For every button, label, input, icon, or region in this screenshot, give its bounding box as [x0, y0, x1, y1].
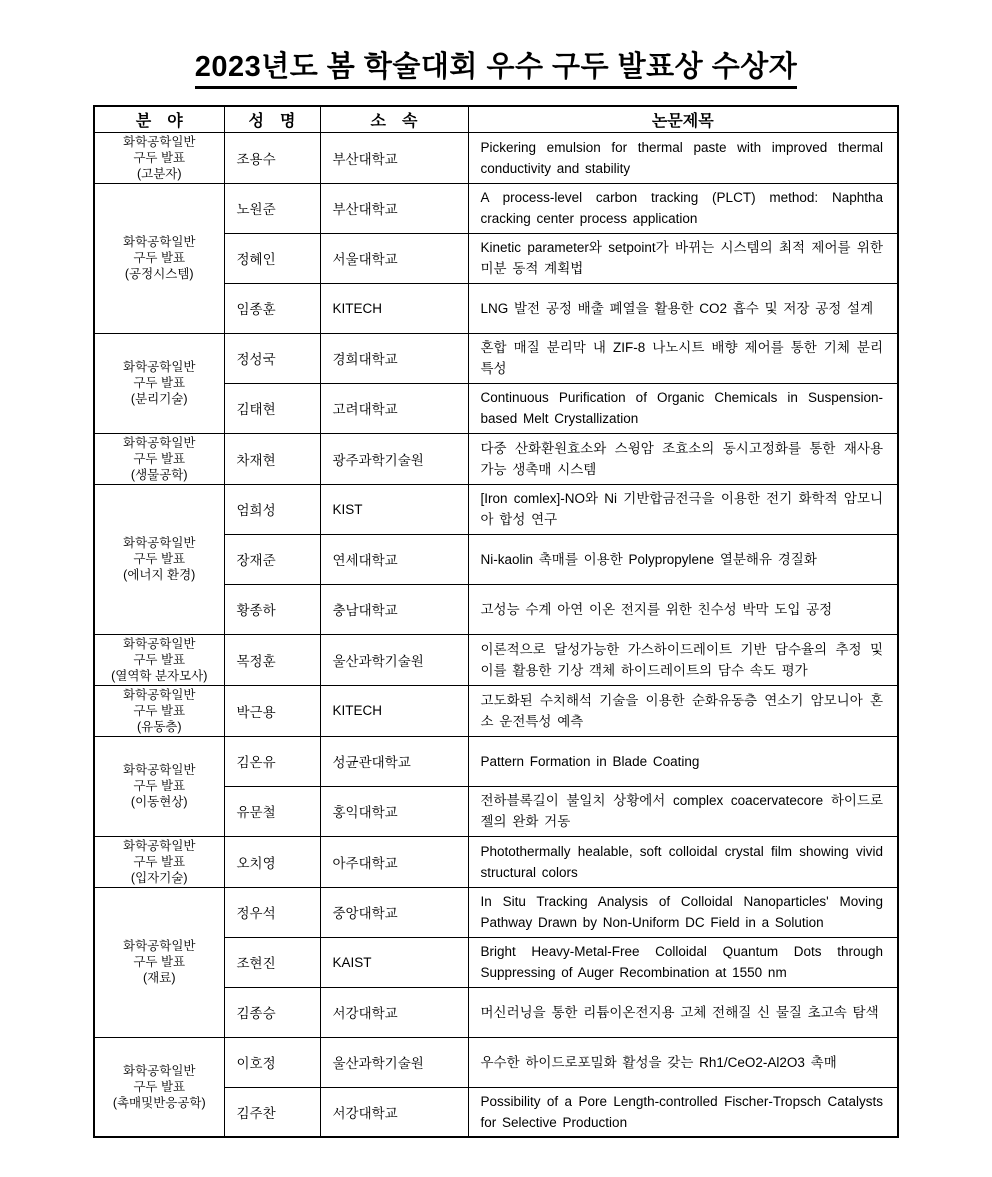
name-cell: 정혜인: [224, 233, 320, 283]
table-row: [94, 634, 898, 685]
name-cell: 임종훈: [224, 283, 320, 333]
paper-title-cell: 고성능 수계 아연 이온 전지를 위한 친수성 박막 도입 공정: [468, 584, 898, 634]
field-line: (유동층): [136, 719, 182, 734]
field-line: 구두 발표: [133, 779, 186, 793]
paper-title-cell: Continuous Purification of Organic Chemicals in Suspension-based Melt Crystallization: [468, 383, 898, 433]
name-cell: 박근용: [224, 685, 320, 736]
name-cell: 김온유: [224, 736, 320, 786]
paper-title-cell: 이론적으로 달성가능한 가스하이드레이트 기반 담수율의 추정 및 이를 활용한 기상 객체 하이드레이트의 담수 속도 평가: [468, 634, 898, 685]
affiliation-cell: 아주대학교: [320, 836, 468, 887]
affiliation-cell: 서강대학교: [320, 987, 468, 1037]
field-line: 화학공학일반: [123, 536, 196, 550]
field-cell: [94, 887, 224, 1037]
field-line: 화학공학일반: [123, 235, 196, 249]
affiliation-cell: 성균관대학교: [320, 736, 468, 786]
affiliation-cell: 울산과학기술원: [320, 634, 468, 685]
table-row: [94, 887, 898, 937]
table-row: [94, 333, 898, 383]
page-title: [0, 0, 992, 85]
table-row: [94, 736, 898, 786]
field-cell: [94, 685, 224, 736]
paper-title-cell: In Situ Tracking Analysis of Colloidal Nanoparticles' Moving Pathway Drawn by Non-Uniform DC Field in a Solution: [468, 887, 898, 937]
paper-title-cell: 다중 산화환원효소와 스윙암 조효소의 동시고정화를 통한 재사용 가능 생촉매 시스템: [468, 433, 898, 484]
table-row: [94, 433, 898, 484]
field-line: 화학공학일반: [123, 939, 196, 953]
field-cell: [94, 183, 224, 333]
affiliation-cell: 부산대학교: [320, 183, 468, 233]
field-line: 화학공학일반: [123, 134, 196, 149]
paper-title-cell: 머신러닝을 통한 리튬이온전지용 고체 전해질 신 물질 초고속 탐색: [468, 987, 898, 1037]
field-line: 화학공학일반: [123, 1063, 196, 1078]
affiliation-cell: 광주과학기술원: [320, 433, 468, 484]
field-cell: [94, 634, 224, 685]
paper-title-cell: 전하블록길이 불일치 상황에서 complex coacervatecore 하이드로젤의 완화 거동: [468, 786, 898, 836]
field-line: 구두 발표: [133, 552, 186, 566]
field-line: 구두 발표: [133, 150, 186, 165]
affiliation-cell: 중앙대학교: [320, 887, 468, 937]
paper-title-cell: Photothermally healable, soft colloidal crystal film showing vivid structural colors: [468, 836, 898, 887]
affiliation-cell: 울산과학기술원: [320, 1037, 468, 1087]
paper-title-cell: Pickering emulsion for thermal paste with improved thermal conductivity and stability: [468, 132, 898, 183]
field-line: 구두 발표: [133, 376, 186, 390]
name-cell: 차재현: [224, 433, 320, 484]
name-cell: 이호정: [224, 1037, 320, 1087]
field-cell: [94, 836, 224, 887]
paper-title-cell: Bright Heavy-Metal-Free Colloidal Quantum Dots through Suppressing of Auger Recombination at 1550 nm: [468, 937, 898, 987]
affiliation-cell: KITECH: [320, 283, 468, 333]
field-line: (입자기술): [130, 870, 188, 885]
name-cell: 장재준: [224, 534, 320, 584]
name-cell: 황종하: [224, 584, 320, 634]
paper-title-cell: Possibility of a Pore Length-controlled Fischer-Tropsch Catalysts for Selective Production: [468, 1087, 898, 1137]
field-line: 화학공학일반: [123, 838, 196, 853]
affiliation-cell: KIST: [320, 484, 468, 534]
name-cell: 김주찬: [224, 1087, 320, 1137]
paper-title-cell: Pattern Formation in Blade Coating: [468, 736, 898, 786]
field-cell: [94, 132, 224, 183]
table-row: [94, 183, 898, 233]
paper-title-cell: A process-level carbon tracking (PLCT) method: Naphtha cracking center process application: [468, 183, 898, 233]
field-line: (이동현상): [130, 795, 188, 809]
affiliation-cell: KITECH: [320, 685, 468, 736]
name-cell: 오치영: [224, 836, 320, 887]
table-row: [94, 484, 898, 534]
field-line: 구두 발표: [133, 251, 186, 265]
name-cell: 정우석: [224, 887, 320, 937]
field-line: 화학공학일반: [123, 763, 196, 777]
field-cell: [94, 433, 224, 484]
paper-title-cell: LNG 발전 공정 배출 폐열을 활용한 CO2 흡수 및 저장 공정 설계: [468, 283, 898, 333]
table-row: [94, 836, 898, 887]
header-affiliation: 소 속: [320, 106, 468, 132]
field-cell: [94, 484, 224, 634]
paper-title-cell: 혼합 매질 분리막 내 ZIF-8 나노시트 배향 제어를 통한 기체 분리 특성: [468, 333, 898, 383]
field-cell: [94, 1037, 224, 1137]
affiliation-cell: 연세대학교: [320, 534, 468, 584]
paper-title-cell: [Iron comlex]-NO와 Ni 기반합금전극을 이용한 전기 화학적 암모니아 합성 연구: [468, 484, 898, 534]
awards-table: [93, 105, 899, 1138]
name-cell: 김태현: [224, 383, 320, 433]
header-row: [94, 106, 898, 132]
field-cell: [94, 333, 224, 433]
affiliation-cell: 서강대학교: [320, 1087, 468, 1137]
name-cell: 목정훈: [224, 634, 320, 685]
field-line: 구두 발표: [133, 854, 186, 869]
header-paper-title: 논문제목: [468, 106, 898, 132]
header-name: 성 명: [224, 106, 320, 132]
table-header: [94, 106, 898, 132]
field-line: (에너지 환경): [123, 568, 196, 582]
table-row: [94, 685, 898, 736]
name-cell: 조용수: [224, 132, 320, 183]
field-line: (생물공학): [130, 467, 188, 482]
affiliation-cell: 홍익대학교: [320, 786, 468, 836]
name-cell: 김종승: [224, 987, 320, 1037]
affiliation-cell: 부산대학교: [320, 132, 468, 183]
field-cell: [94, 736, 224, 836]
paper-title-cell: Ni-kaolin 촉매를 이용한 Polypropylene 열분해유 경질화: [468, 534, 898, 584]
field-line: 구두 발표: [133, 955, 186, 969]
field-line: (고분자): [136, 166, 182, 181]
table-body: [94, 132, 898, 1137]
field-line: 구두 발표: [133, 451, 186, 466]
field-line: (분리기술): [130, 392, 188, 406]
table-row: [94, 132, 898, 183]
affiliation-cell: 고려대학교: [320, 383, 468, 433]
field-line: (재료): [143, 971, 176, 985]
paper-title-cell: Kinetic parameter와 setpoint가 바뀌는 시스템의 최적 제어를 위한 미분 동적 계획법: [468, 233, 898, 283]
field-line: 화학공학일반: [123, 636, 196, 651]
field-line: 구두 발표: [133, 1079, 186, 1094]
field-line: (공정시스템): [124, 267, 194, 281]
affiliation-cell: 서울대학교: [320, 233, 468, 283]
affiliation-cell: 충남대학교: [320, 584, 468, 634]
field-line: 구두 발표: [133, 652, 186, 667]
name-cell: 노원준: [224, 183, 320, 233]
affiliation-cell: KAIST: [320, 937, 468, 987]
paper-title-cell: 고도화된 수치해석 기술을 이용한 순화유동층 연소기 암모니아 혼소 운전특성 예측: [468, 685, 898, 736]
field-line: (열역학 분자모사): [111, 668, 208, 683]
affiliation-cell: 경희대학교: [320, 333, 468, 383]
name-cell: 조현진: [224, 937, 320, 987]
page-title-text: 2023년도 봄 학술대회 우수 구두 발표상 수상자: [195, 51, 798, 89]
table-row: [94, 1037, 898, 1087]
paper-title-cell: 우수한 하이드로포밀화 활성을 갖는 Rh1/CeO2-Al2O3 촉매: [468, 1037, 898, 1087]
field-line: 화학공학일반: [123, 687, 196, 702]
field-line: 화학공학일반: [123, 360, 196, 374]
name-cell: 엄희성: [224, 484, 320, 534]
field-line: (촉매및반응공학): [112, 1095, 206, 1110]
field-line: 구두 발표: [133, 703, 186, 718]
field-line: 화학공학일반: [123, 435, 196, 450]
name-cell: 정성국: [224, 333, 320, 383]
name-cell: 유문철: [224, 786, 320, 836]
header-field: 분 야: [94, 106, 224, 132]
